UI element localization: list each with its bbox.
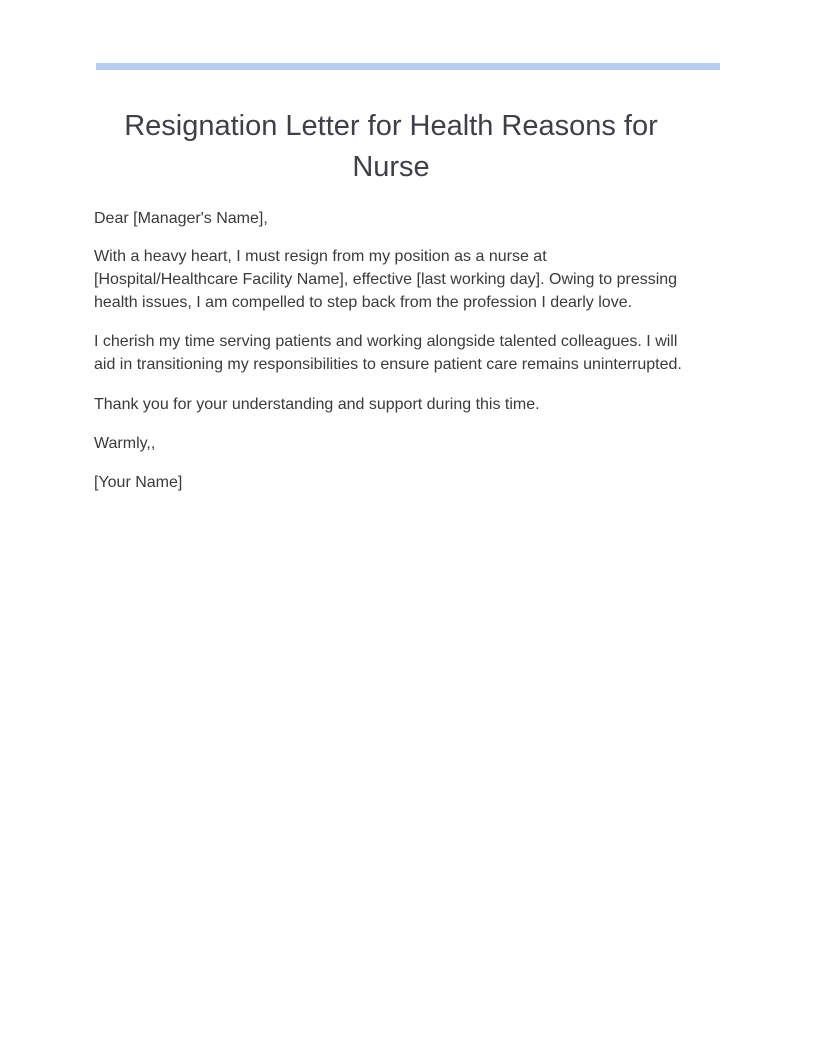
closing: Warmly,, <box>94 435 156 452</box>
paragraph-resignation-notice: With a heavy heart, I must resign from my position as a nurse at [Hospital/Healthcare Facility Name], effective [last working day]. Owing to pressing health issues, I am compelled to step back from the profession I dearly love. <box>94 248 678 311</box>
document-title: Resignation Letter for Health Reasons for Nurse <box>124 110 658 183</box>
paragraph-thanks: Thank you for your understanding and support during this time. <box>94 396 540 413</box>
paragraph-appreciation: I cherish my time serving patients and working alongside talented colleagues. I will aid in transitioning my responsibilities to ensure patient care remains uninterrupted. <box>94 333 682 373</box>
salutation: Dear [Manager's Name], <box>94 210 268 227</box>
header-accent-bar <box>96 63 720 70</box>
signature-name: [Your Name] <box>94 474 183 491</box>
